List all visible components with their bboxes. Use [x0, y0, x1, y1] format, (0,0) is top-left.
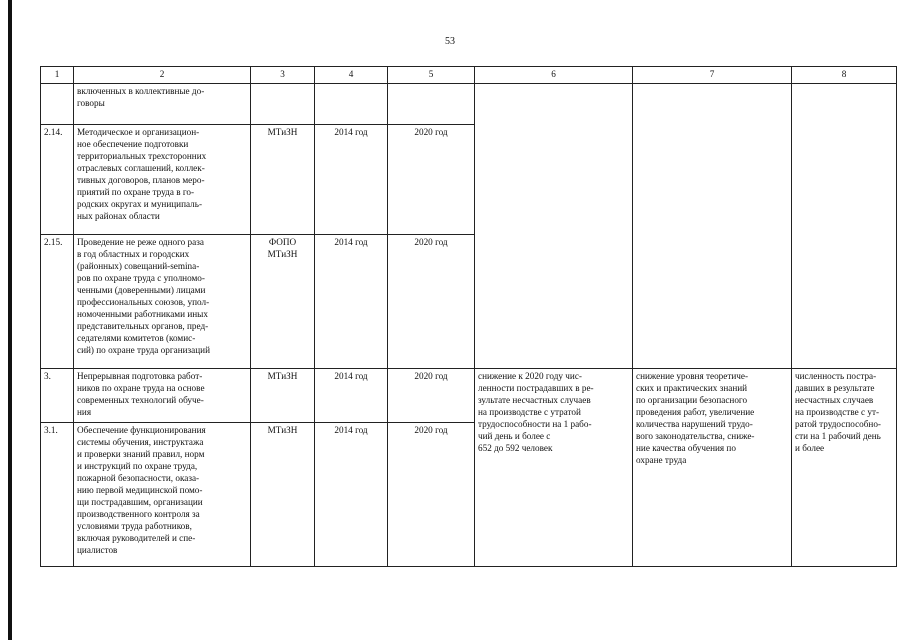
header-cell: 6 [475, 67, 633, 84]
start-year-cell: 2014 год [315, 235, 388, 369]
header-cell: 3 [251, 67, 315, 84]
activity-cell: Обеспечение функционирования системы обучения, инструктажа и проверки знаний правил, норм и инструкций по охране труда, пожарной безопасности, оказа- нию первой медицинской помо- щи пострадавшим, организации производственного контроля за условиями труда работников, включая руководителей и спе- циалистов [74, 423, 251, 567]
expected-result-cell: снижение к 2020 году чис- ленности пострадавших в ре- зультате несчастных случаев на производстве с утратой трудоспособности на 1 рабо- чий день и более с 652 до 592 человек [475, 369, 633, 567]
end-year-cell: 2020 год [388, 423, 475, 567]
indicator-cell-empty [792, 84, 897, 369]
program-table [40, 66, 897, 567]
start-year-cell: 2014 год [315, 369, 388, 423]
expected-result-cell-empty [475, 84, 633, 369]
activity-cell: Методическое и организацион- ное обеспечение подготовки территориальных трехсторонних отраслевых соглашений, коллек- тивных договоров, планов меро- приятий по охране труда в го- родских округах и муниципаль- ных районах области [74, 125, 251, 235]
row-number-cell [41, 84, 74, 125]
activity-cell: включенных в коллективные до- говоры [74, 84, 251, 125]
executor-cell: МТиЗН [251, 369, 315, 423]
executor-cell: МТиЗН [251, 125, 315, 235]
activity-cell: Проведение не реже одного раза в год областных и городских (районных) совещаний-semina- ров по охране труда с уполномо- ченными (доверенными) лицами профессиональных союзов, упол- номоченными работниками иных представительных органов, пред- седателями комитетов (комис- сий) по охране труда организаций [74, 235, 251, 369]
end-year-cell: 2020 год [388, 235, 475, 369]
activity-cell: Непрерывная подготовка работ- ников по охране труда на основе современных технологий обуче- ния [74, 369, 251, 423]
start-year-cell: 2014 год [315, 423, 388, 567]
executor-cell: МТиЗН [251, 423, 315, 567]
row-number-cell: 3. [41, 369, 74, 423]
header-cell: 1 [41, 67, 74, 84]
table-row-3 [41, 369, 897, 423]
header-cell: 2 [74, 67, 251, 84]
header-cell: 8 [792, 67, 897, 84]
end-year-cell: 2020 год [388, 125, 475, 235]
table-row-continuation [41, 84, 897, 125]
header-row [41, 67, 897, 84]
row-number-cell: 2.15. [41, 235, 74, 369]
start-year-cell: 2014 год [315, 125, 388, 235]
header-cell: 4 [315, 67, 388, 84]
consequence-cell-empty [633, 84, 792, 369]
end-year-cell: 2020 год [388, 369, 475, 423]
row-number-cell: 2.14. [41, 125, 74, 235]
header-cell: 7 [633, 67, 792, 84]
row-number-cell: 3.1. [41, 423, 74, 567]
executor-cell: ФОПО МТиЗН [251, 235, 315, 369]
start-year-cell [315, 84, 388, 125]
scan-edge-bar [8, 0, 12, 640]
header-cell: 5 [388, 67, 475, 84]
consequence-cell: снижение уровня теоретиче- ских и практических знаний по организации безопасного проведения работ, увеличение количества нарушений трудо- вого законодательства, сниже- ние качества обучения по охране труда [633, 369, 792, 567]
page-number: 53 [445, 36, 455, 47]
indicator-cell: численность постра- давших в результате несчастных случаев на производстве с ут- ратой трудоспособно- сти на 1 рабочий день и более [792, 369, 897, 567]
end-year-cell [388, 84, 475, 125]
executor-cell [251, 84, 315, 125]
